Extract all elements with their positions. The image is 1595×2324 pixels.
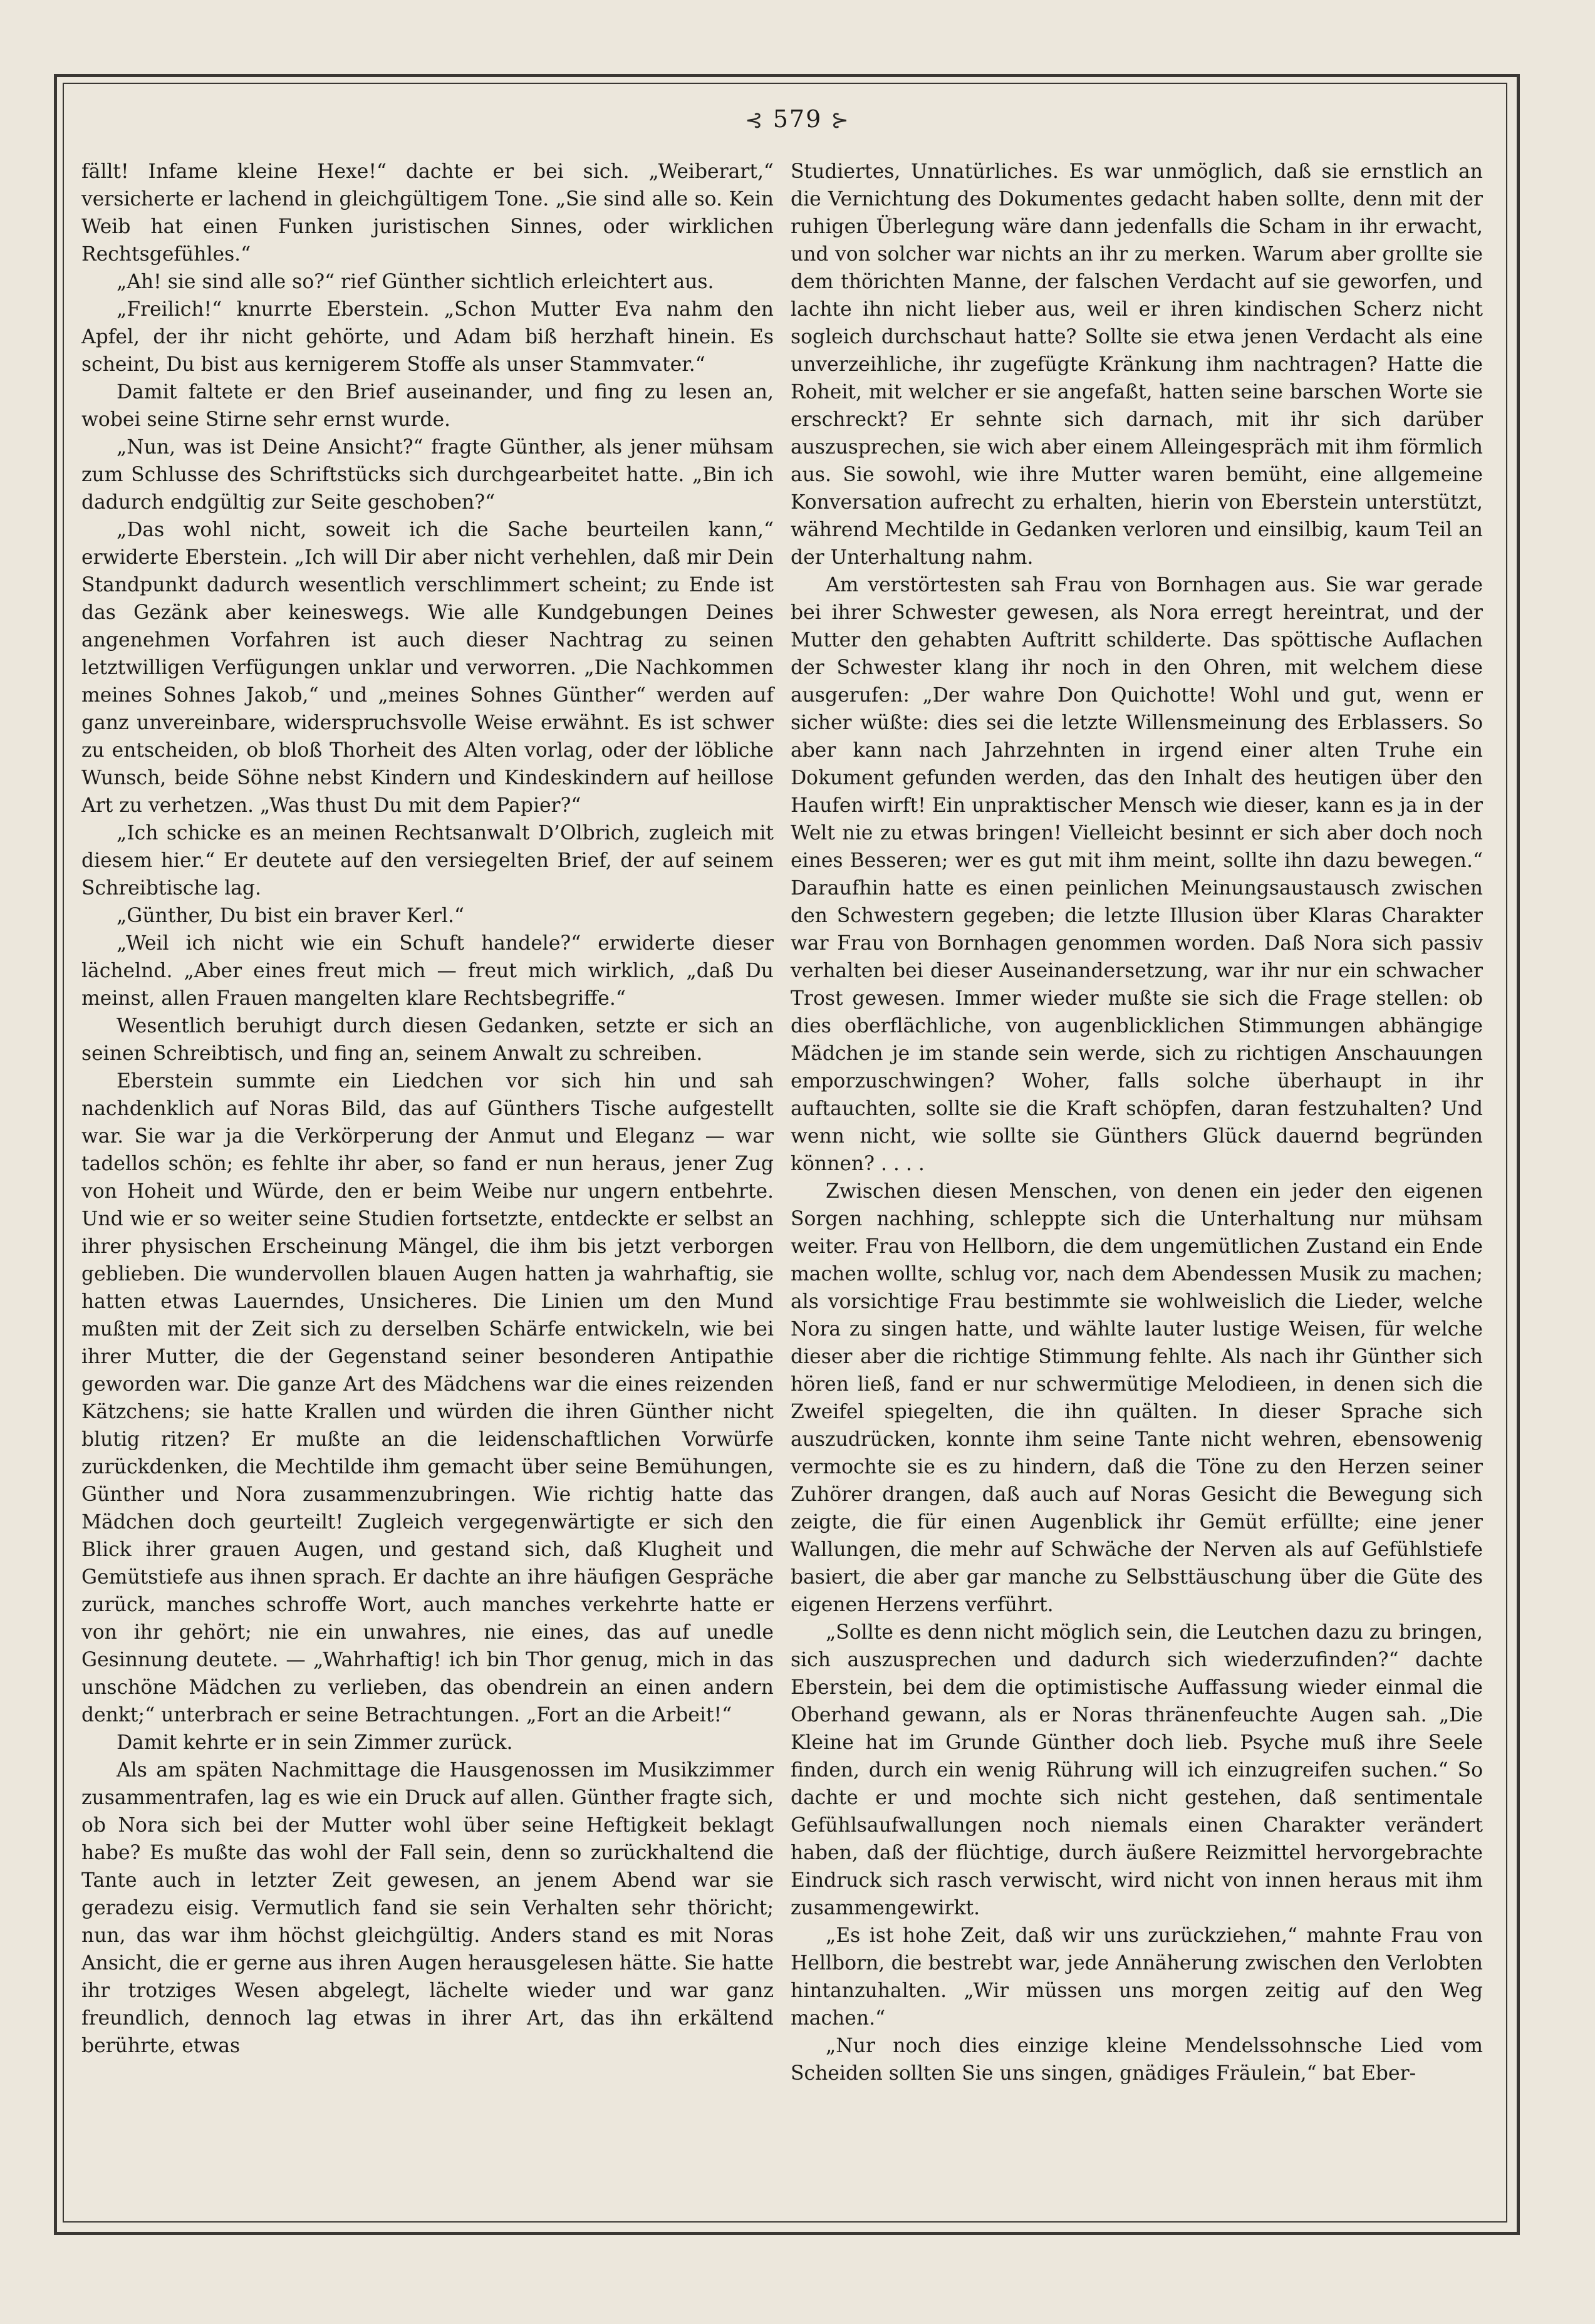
paragraph: Zwischen diesen Menschen, von denen ein jeder den eigenen Sorgen nachhing, schleppte sich die Unterhaltung nur mühsam weiter. Frau von Hellborn, die dem ungemütlichen Zustand ein Ende machen wollte, schlug vor, nach dem Abendessen Musik zu machen; als vorsichtige Frau bestimmte sie wohlweislich die Lieder, welche Nora zu singen hatte, und wählte lauter lustige Weisen, für welche dieser aber die richtige Stimmung fehlte. Als nach ihr Günther sich hören ließ, fand er nur schwermütige Melodieen, in denen sich die Zweifel spiegelten, die ihn quälten. In dieser Sprache sich auszudrücken, konnte ihm seine Tante nicht wehren, ebensowenig vermochte sie es zu hindern, daß die Töne zu den Herzen seiner Zuhörer drangen, daß auch auf Noras Gesicht die Bewegung sich zeigte, die für einen Augenblick ihr Gemüt erfüllte; eine jener Wallungen, die mehr auf Schwäche der Nerven als auf Gefühlstiefe basiert, die aber gar manche zu Selbsttäuschung über die Güte des eigenen Herzens verführt. — [791, 1180, 1483, 1616]
paragraph: Wesentlich beruhigt durch diesen Gedanken, setzte er sich an seinen Schreibtisch, und fing an, seinem Anwalt zu schreiben. — [81, 1015, 774, 1065]
paragraph: „Günther, Du bist ein braver Kerl.“ — [117, 905, 465, 927]
right-text-column — [791, 158, 1483, 2087]
paragraph: Damit kehrte er in sein Zimmer zurück. — [117, 1731, 513, 1754]
paragraph: „Ich schicke es an meinen Rechtsanwalt D’Olbrich, zugleich mit diesem hier.“ Er deutete auf den versiegelten Brief, der auf seinem Schreibtische lag. — [81, 822, 774, 900]
paragraph: Damit faltete er den Brief auseinander, und fing zu lesen an, wobei seine Stirne sehr ernst wurde. — [81, 381, 774, 431]
page-number: 579 — [772, 105, 823, 133]
page-number-header — [0, 105, 1595, 133]
paragraph: „Nur noch dies einzige kleine Mendelssohnsche Lied vom Scheiden sollten Sie uns singen, gnädiges Fräulein,“ bat Eber- — [791, 2035, 1483, 2085]
paragraph: „Das wohl nicht, soweit ich die Sache beurteilen kann,“ erwiderte Eberstein. „Ich will Dir aber nicht verhehlen, daß mir Dein Standpunkt dadurch wesentlich verschlimmert scheint; zu Ende ist das Gezänk aber keineswegs. Wie alle Kundgebungen Deines angenehmen Vorfahren ist auch dieser Nachtrag zu seinen letztwilligen Verfügungen unklar und verworren. „Die Nachkommen meines Sohnes Jakob,“ und „meines Sohnes Günther“ werden auf ganz unvereinbare, widerspruchsvolle Weise erwähnt. Es ist schwer zu entscheiden, ob bloß Thorheit des Alten vorlag, oder der löbliche Wunsch, beide Söhne nebst Kindern und Kindeskindern auf heillose Art zu verhetzen. „Was thust Du mit dem Papier?“ — [81, 519, 774, 817]
paragraph: „Es ist hohe Zeit, daß wir uns zurückziehen,“ mahnte Frau von Hellborn, die bestrebt war, jede Annäherung zwischen den Verlobten hintanzuhalten. „Wir müssen uns morgen zeitig auf den Weg machen.“ — [791, 1924, 1483, 2030]
right-ornament-icon: ⊱ — [831, 108, 850, 133]
paragraph: „Nun, was ist Deine Ansicht?“ fragte Günther, als jener mühsam zum Schlusse des Schriftstücks sich durchgearbeitet hatte. „Bin ich dadurch endgültig zur Seite geschoben?“ — [81, 436, 774, 514]
paragraph: Am verstörtesten sah Frau von Bornhagen aus. Sie war gerade bei ihrer Schwester gewesen, als Nora erregt hereintrat, und der Mutter den gehabten Auftritt schilderte. Das spöttische Auflachen der Schwester klang ihr noch in den Ohren, mit welchem diese ausgerufen: „Der wahre Don Quichotte! Wohl und gut, wenn er sicher wüßte: dies sei die letzte Willensmeinung des Erblassers. So aber kann nach Jahrzehnten in irgend einer alten Truhe ein Dokument gefunden werden, das den Inhalt des heutigen über den Haufen wirft! Ein unpraktischer Mensch wie dieser, kann es ja in der Welt nie zu etwas bringen! Vielleicht besinnt er sich aber doch noch eines Besseren; wer es gut mit ihm meint, sollte ihn dazu bewegen.“ Daraufhin hatte es einen peinlichen Meinungsaustausch zwischen den Schwestern gegeben; die letzte Illusion über Klaras Charakter war Frau von Bornhagen genommen worden. Daß Nora sich passiv verhalten bei dieser Auseinandersetzung, war ihr nur ein schwacher Trost gewesen. Immer wieder mußte sie sich die Frage stellen: ob dies oberflächliche, von augenblicklichen Stimmungen abhängige Mädchen je im stande sein werde, sich zu richtigen Anschauungen emporzuschwingen? Woher, falls solche überhaupt in ihr auftauchten, sollte sie die Kraft schöpfen, daran festzuhalten? Und wenn nicht, wie sollte sie Günthers Glück dauernd begründen können? . . . . — [791, 574, 1483, 1175]
paragraph: Studiertes, Unnatürliches. Es war unmöglich, daß sie ernstlich an die Vernichtung des Dokumentes gedacht haben sollte, denn mit der ruhigen Überlegung wäre dann jedenfalls die Scham in ihr erwacht, und von solcher war nichts an ihr zu merken. Warum aber grollte sie dem thörichten Manne, der falschen Verdacht auf sie geworfen, und lachte ihn nicht lieber aus, weil er ihren kindischen Scherz nicht sogleich durchschaut hatte? Sollte sie etwa jenen Verdacht als eine unverzeihliche, ihr zugefügte Kränkung ihm nachtragen? Hatte die Roheit, mit welcher er sie angefaßt, hatten seine barschen Worte sie erschreckt? Er sehnte sich darnach, mit ihr sich darüber auszusprechen, sie wich aber einem Alleingespräch mit ihm förmlich aus. Sie sowohl, wie ihre Mutter waren bemüht, eine allgemeine Konversation aufrecht zu erhalten, hierin von Eberstein unterstützt, während Mechtilde in Gedanken verloren und einsilbig, kaum Teil an der Unterhaltung nahm. — [791, 160, 1483, 569]
paragraph: Als am späten Nachmittage die Hausgenossen im Musikzimmer zusammentrafen, lag es wie ein Druck auf allen. Günther fragte sich, ob Nora sich bei der Mutter wohl über seine Heftigkeit beklagt habe? Es mußte das wohl der Fall sein, denn so zurückhaltend die Tante auch in letzter Zeit gewesen, an jenem Abend war sie geradezu eisig. Vermutlich fand sie sein Verhalten sehr thöricht; nun, das war ihm höchst gleichgültig. Anders stand es mit Noras Ansicht, die er gerne aus ihren Augen herausgelesen hätte. Sie hatte ihr trotziges Wesen abgelegt, lächelte wieder und war ganz freundlich, dennoch lag etwas in ihrer Art, das ihn erkältend berührte, etwas — [81, 1759, 774, 2057]
paragraph: fällt! Infame kleine Hexe!“ dachte er bei sich. „Weiberart,“ versicherte er lachend in gleichgültigem Tone. „Sie sind alle so. Kein Weib hat einen Funken juristischen Sinnes, oder wirklichen Rechtsgefühles.“ — [81, 160, 774, 266]
paragraph: „Weil ich nicht wie ein Schuft handele?“ erwiderte dieser lächelnd. „Aber eines freut mich — freut mich wirklich, „daß Du meinst, allen Frauen mangelten klare Rechtsbegriffe.“ — [81, 932, 774, 1010]
paragraph: Eberstein summte ein Liedchen vor sich hin und sah nachdenklich auf Noras Bild, das auf Günthers Tische aufgestellt war. Sie war ja die Verkörperung der Anmut und Eleganz — war tadellos schön; es fehlte ihr aber, so fand er nun heraus, jener Zug von Hoheit und Würde, den er beim Weibe nur ungern entbehrte. Und wie er so weiter seine Studien fortsetzte, entdeckte er selbst an ihrer physischen Erscheinung Mängel, die ihm bis jetzt verborgen geblieben. Die wundervollen blauen Augen hatten ja wahrhaftig, sie hatten etwas Lauerndes, Unsicheres. Die Linien um den Mund mußten mit der Zeit sich zu derselben Schärfe entwickeln, wie bei ihrer Mutter, die der Gegenstand seiner besonderen Antipathie geworden war. Die ganze Art des Mädchens war die eines reizenden Kätzchens; sie hatte Krallen und würden die ihren Günther nicht blutig ritzen? Er mußte an die leidenschaftlichen Vorwürfe zurückdenken, die Mechtilde ihm gemacht über seine Bemühungen, Günther und Nora zusammenzubringen. Wie richtig hatte das Mädchen doch geurteilt! Zugleich vergegenwärtigte er sich den Blick ihrer grauen Augen, und gestand sich, daß Klugheit und Gemütstiefe aus ihnen sprach. Er dachte an ihre häufigen Gespräche zurück, manches schroffe Wort, auch manches verkehrte hatte er von ihr gehört; nie ein unwahres, nie eines, das auf unedle Gesinnung deutete. — „Wahrhaftig! ich bin Thor genug, mich in das unschöne Mädchen zu verlieben, das obendrein an einen andern denkt;“ unterbrach er seine Betrachtungen. „Fort an die Arbeit!“ — [81, 1070, 774, 1726]
paragraph: „Sollte es denn nicht möglich sein, die Leutchen dazu zu bringen, sich auszusprechen und dadurch sich wiederzufinden?“ dachte Eberstein, bei dem die optimistische Auffassung wieder einmal die Oberhand gewann, als er Noras thränenfeuchte Augen sah. „Die Kleine hat im Grunde Günther doch lieb. Psyche muß ihre Seele finden, durch ein wenig Rührung will ich einzugreifen suchen.“ So dachte er und mochte sich nicht gestehen, daß sentimentale Gefühlsaufwallungen noch niemals einen Charakter verändert haben, daß der flüchtige, durch äußere Reizmittel hervorgebrachte Eindruck sich rasch verwischt, wird nicht von innen heraus mit ihm zusammengewirkt. — [791, 1621, 1483, 1919]
left-ornament-icon: ⊰ — [745, 108, 764, 133]
paragraph: „Ah! sie sind alle so?“ rief Günther sichtlich erleichtert aus. — [117, 271, 714, 293]
left-text-column — [81, 158, 774, 2060]
paragraph: „Freilich!“ knurrte Eberstein. „Schon Mutter Eva nahm den Apfel, der ihr nicht gehörte, und Adam biß herzhaft hinein. Es scheint, Du bist aus kernigerem Stoffe als unser Stammvater.“ — [81, 298, 774, 376]
